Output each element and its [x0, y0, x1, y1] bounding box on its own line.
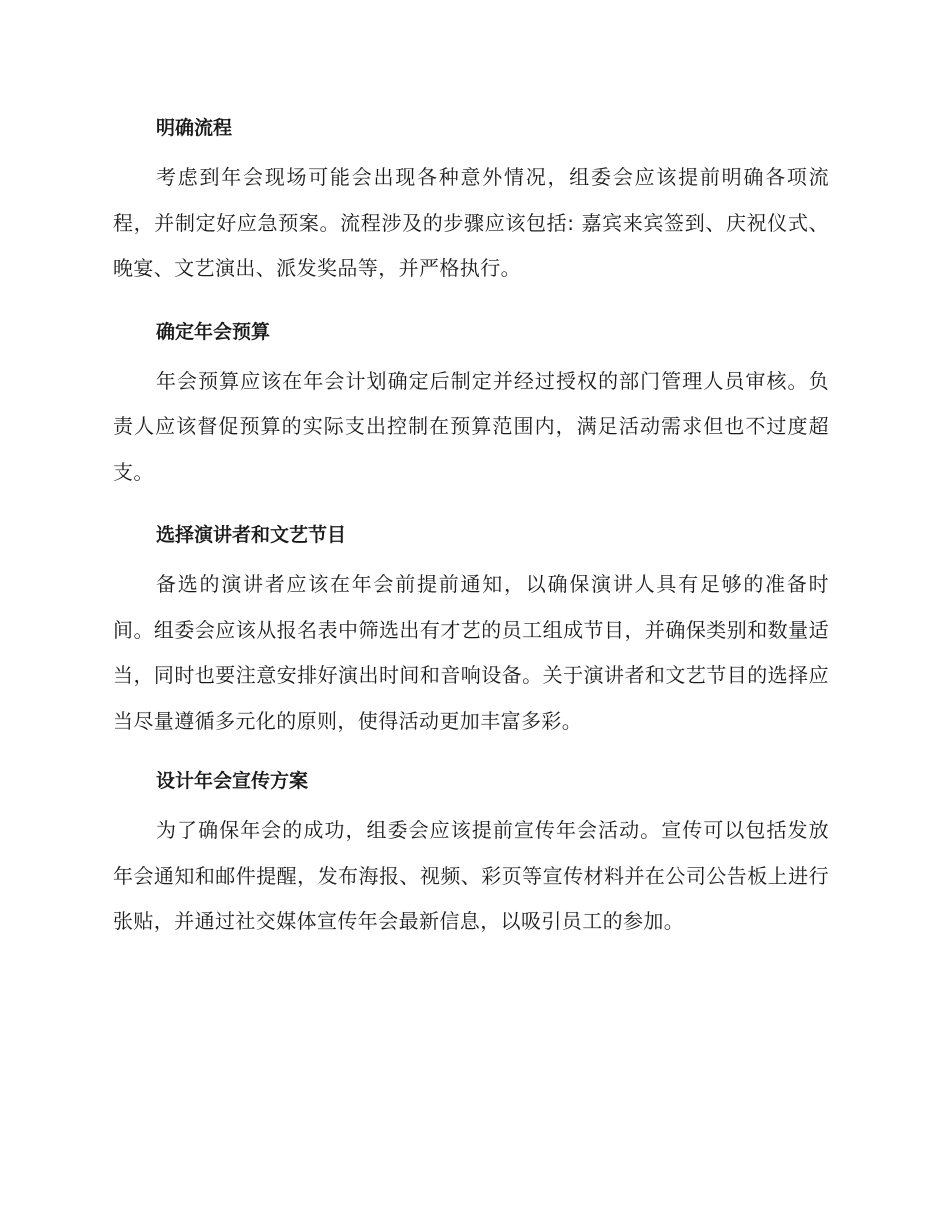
section-budget — [113, 316, 829, 496]
section-paragraph: 考虑到年会现场可能会出现各种意外情况，组委会应该提前明确各项流程，并制定好应急预案。流程涉及的步骤应该包括: 嘉宾来宾签到、庆祝仪式、晚宴、文艺演出、派发奖品等，并严格执行。 — [113, 165, 829, 280]
section-heading: 设计年会宣传方案 — [156, 770, 309, 792]
section-paragraph: 为了确保年会的成功，组委会应该提前宣传年会活动。宣传可以包括发放年会通知和邮件提醒，发布海报、视频、彩页等宣传材料并在公司公告板上进行张贴，并通过社交媒体宣传年会最新信息，以吸引员工的参加。 — [113, 818, 829, 933]
section-heading: 确定年会预算 — [156, 320, 271, 343]
document-body — [113, 112, 829, 965]
section-heading: 选择演讲者和文艺节目 — [156, 524, 347, 546]
section-promotion — [113, 765, 829, 945]
section-process — [113, 112, 829, 292]
section-heading: 明确流程 — [156, 117, 233, 139]
section-speakers — [113, 519, 829, 744]
section-paragraph: 备选的演讲者应该在年会前提前通知，以确保演讲人具有足够的准备时间。组委会应该从报名表中筛选出有才艺的员工组成节目，并确保类别和数量适当，同时也要注意安排好演出时间和音响设备。关于演讲者和文艺节目的选择应当尽量遵循多元化的原则，使得活动更加丰富多彩。 — [113, 572, 829, 733]
section-paragraph: 年会预算应该在年会计划确定后制定并经过授权的部门管理人员审核。负责人应该督促预算的实际支出控制在预算范围内，满足活动需求但也不过度超支。 — [113, 368, 829, 484]
